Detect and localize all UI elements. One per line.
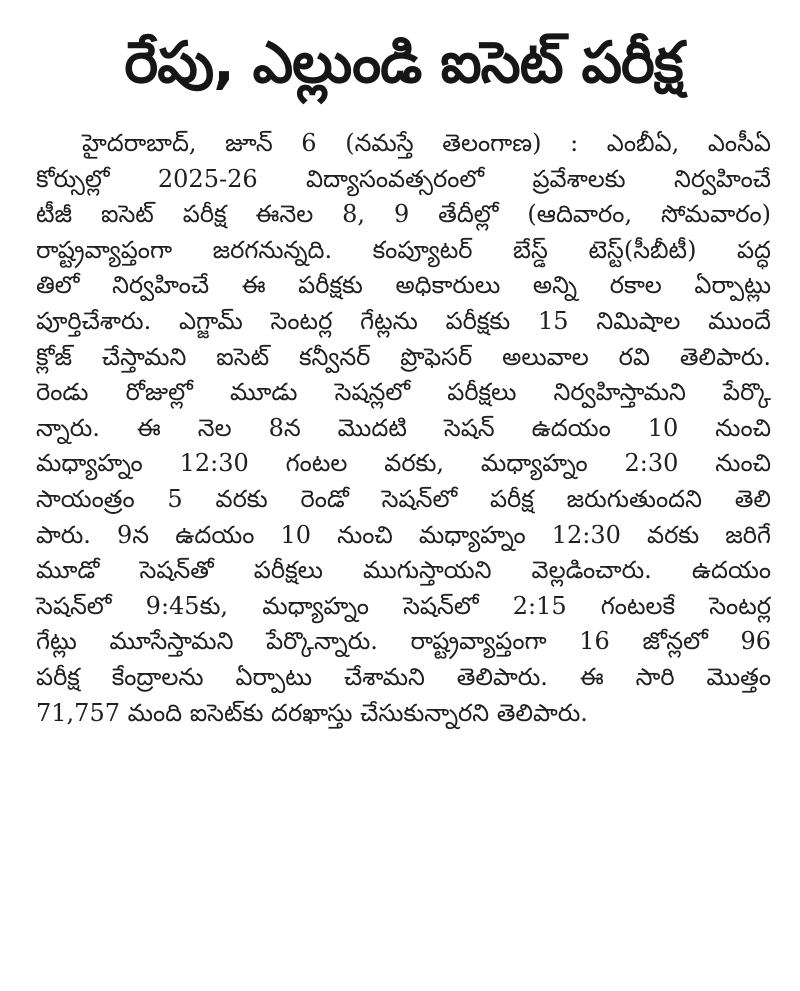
body-line-9: న్నారు. ఈ నెల 8న మొదటి సెషన్ ఉదయం 10 నుంచి — [36, 413, 771, 442]
body-line-4: రాష్ట్రవ్యాప్తంగా జరగనున్నది. కంప్యూటర్ బేస్డ్ టెస్ట్(సీబీటీ) పద్ధ — [36, 235, 771, 264]
body-line-17: 71,757 మంది ఐసెట్‌కు దరఖాస్తు చేసుకున్నారని తెలిపారు. — [36, 698, 588, 727]
body-line-16: పరీక్ష కేంద్రాలను ఏర్పాటు చేశామని తెలిపారు. ఈ సారి మొత్తం — [36, 662, 771, 691]
body-line-14: సెషన్‌లో 9:45కు, మధ్యాహ్నం సెషన్‌లో 2:15 గంటలకే సెంటర్ల — [36, 591, 771, 620]
body-line-3: టీజీ ఐసెట్ పరీక్ష ఈనెల 8, 9 తేదీల్లో (ఆదివారం, సోమవారం) — [36, 200, 771, 229]
body-line-11: సాయంత్రం 5 వరకు రెండో సెషన్‌లో పరీక్ష జరుగుతుందని తెలి — [36, 484, 771, 513]
article-headline: రేపు, ఎల్లుండి ఐసెట్ పరీక్ష — [124, 30, 683, 96]
body-line-5: తిలో నిర్వహించే ఈ పరీక్షకు అధికారులు అన్ని రకాల ఏర్పాట్లు — [36, 271, 771, 300]
body-line-12: పారు. 9న ఉదయం 10 నుంచి మధ్యాహ్నం 12:30 వరకు జరిగే — [36, 520, 771, 549]
body-line-2: కోర్సుల్లో 2025-26 విద్యాసంవత్సరంలో ప్రవేశాలకు నిర్వహించే — [36, 164, 771, 193]
news-article — [36, 18, 771, 731]
body-line-7: క్లోజ్ చేస్తామని ఐసెట్ కన్వీనర్ ప్రొఫెసర్ అలువాల రవి తెలిపారు. — [36, 342, 771, 371]
body-line-8: రెండు రోజుల్లో మూడు సెషన్లలో పరీక్షలు నిర్వహిస్తామని పేర్కొ — [36, 378, 771, 407]
body-line-10: మధ్యాహ్నం 12:30 గంటల వరకు, మధ్యాహ్నం 2:30 నుంచి — [36, 449, 771, 478]
body-line-13: మూడో సెషన్‌తో పరీక్షలు ముగుస్తాయని వెల్లడించారు. ఉదయం — [36, 556, 771, 585]
article-body — [36, 126, 771, 731]
body-line-6: పూర్తిచేశారు. ఎగ్జామ్ సెంటర్ల గేట్లను పరీక్షకు 15 నిమిషాల ముందే — [36, 306, 771, 335]
body-line-15: గేట్లు మూసేస్తామని పేర్కొన్నారు. రాష్ట్రవ్యాప్తంగా 16 జోన్లలో 96 — [36, 627, 771, 656]
body-line-1: హైదరాబాద్, జూన్ 6 (నమస్తే తెలంగాణ) : ఎంబీఏ, ఎంసీఏ — [82, 129, 771, 157]
